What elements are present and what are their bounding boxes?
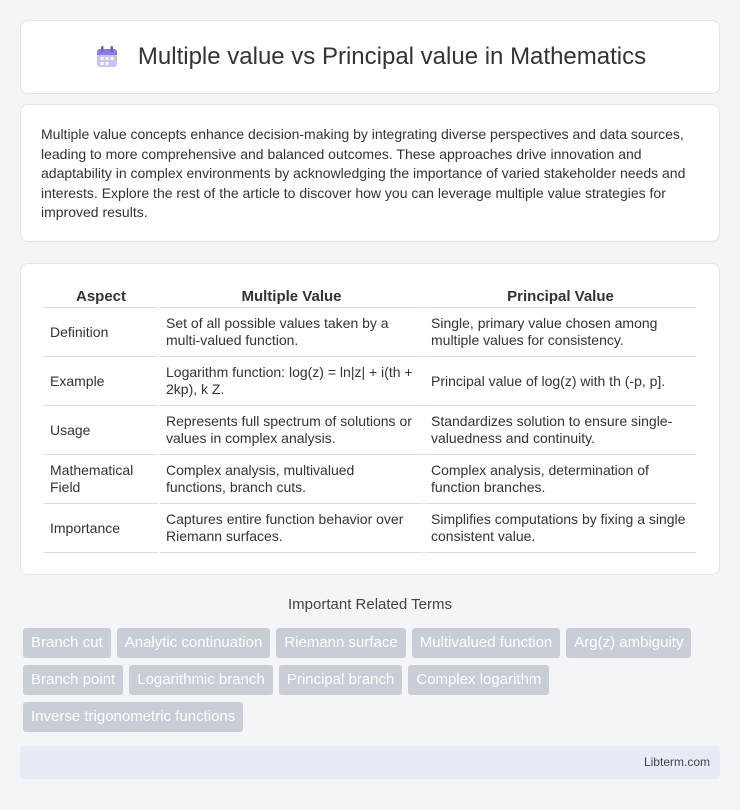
cell-multiple-value: Captures entire function behavior over Riemann surfaces. — [160, 504, 423, 553]
header-principal-value: Principal Value — [425, 286, 696, 308]
table-row — [44, 357, 696, 406]
cell-principal-value: Principal value of log(z) with th (-p, p]. — [425, 357, 696, 406]
title-card — [20, 20, 720, 94]
tag-analytic-continuation[interactable]: Analytic continuation — [117, 628, 271, 658]
footer-site-link[interactable]: Libterm.com — [643, 755, 710, 769]
tag-principal-branch[interactable]: Principal branch — [279, 665, 403, 695]
page-title: Multiple value vs Principal value in Mathematics — [137, 43, 647, 70]
cell-aspect: Importance — [44, 504, 158, 553]
table-row — [44, 406, 696, 455]
tag-branch-cut[interactable]: Branch cut — [23, 628, 111, 658]
cell-aspect: Mathematical Field — [44, 455, 158, 504]
cell-aspect: Usage — [44, 406, 158, 455]
header-multiple-value: Multiple Value — [160, 286, 423, 308]
related-terms-title: Important Related Terms — [288, 596, 452, 613]
cell-principal-value: Single, primary value chosen among multiple values for consistency. — [425, 308, 696, 357]
footer — [20, 746, 720, 779]
calendar-icon — [94, 44, 120, 70]
header-aspect: Aspect — [44, 286, 158, 308]
cell-aspect: Definition — [44, 308, 158, 357]
table-row — [44, 308, 696, 357]
cell-principal-value: Standardizes solution to ensure single-valuedness and continuity. — [425, 406, 696, 455]
tag-arg-ambiguity[interactable]: Arg(z) ambiguity — [566, 628, 691, 658]
table-row — [44, 504, 696, 553]
tag-complex-logarithm[interactable]: Complex logarithm — [408, 665, 549, 695]
cell-aspect: Example — [44, 357, 158, 406]
cell-principal-value: Simplifies computations by fixing a single consistent value. — [425, 504, 696, 553]
cell-multiple-value: Represents full spectrum of solutions or values in complex analysis. — [160, 406, 423, 455]
table-header-row — [44, 286, 696, 308]
tag-inverse-trigonometric-functions[interactable]: Inverse trigonometric functions — [23, 702, 243, 732]
cell-multiple-value: Set of all possible values taken by a multi-valued function. — [160, 308, 423, 357]
related-terms-tags — [23, 628, 723, 732]
comparison-table — [42, 286, 698, 553]
intro-card — [20, 104, 720, 242]
cell-principal-value: Complex analysis, determination of function branches. — [425, 455, 696, 504]
comparison-table-card — [20, 263, 720, 575]
intro-paragraph: Multiple value concepts enhance decision-making by integrating diverse perspectives and data sources, leading to more comprehensive and balanced outcomes. These approaches drive innovation and adaptability in complex environments by acknowledging the importance of varied stakeholder needs and interests. Explore the rest of the article to discover how you can leverage multiple value strategies for improved results. — [41, 126, 686, 221]
tag-multivalued-function[interactable]: Multivalued function — [412, 628, 561, 658]
table-row — [44, 455, 696, 504]
tag-riemann-surface[interactable]: Riemann surface — [276, 628, 405, 658]
tag-logarithmic-branch[interactable]: Logarithmic branch — [129, 665, 273, 695]
cell-multiple-value: Logarithm function: log(z) = ln|z| + i(th + 2kp), k Z. — [160, 357, 423, 406]
cell-multiple-value: Complex analysis, multivalued functions, branch cuts. — [160, 455, 423, 504]
tag-branch-point[interactable]: Branch point — [23, 665, 123, 695]
